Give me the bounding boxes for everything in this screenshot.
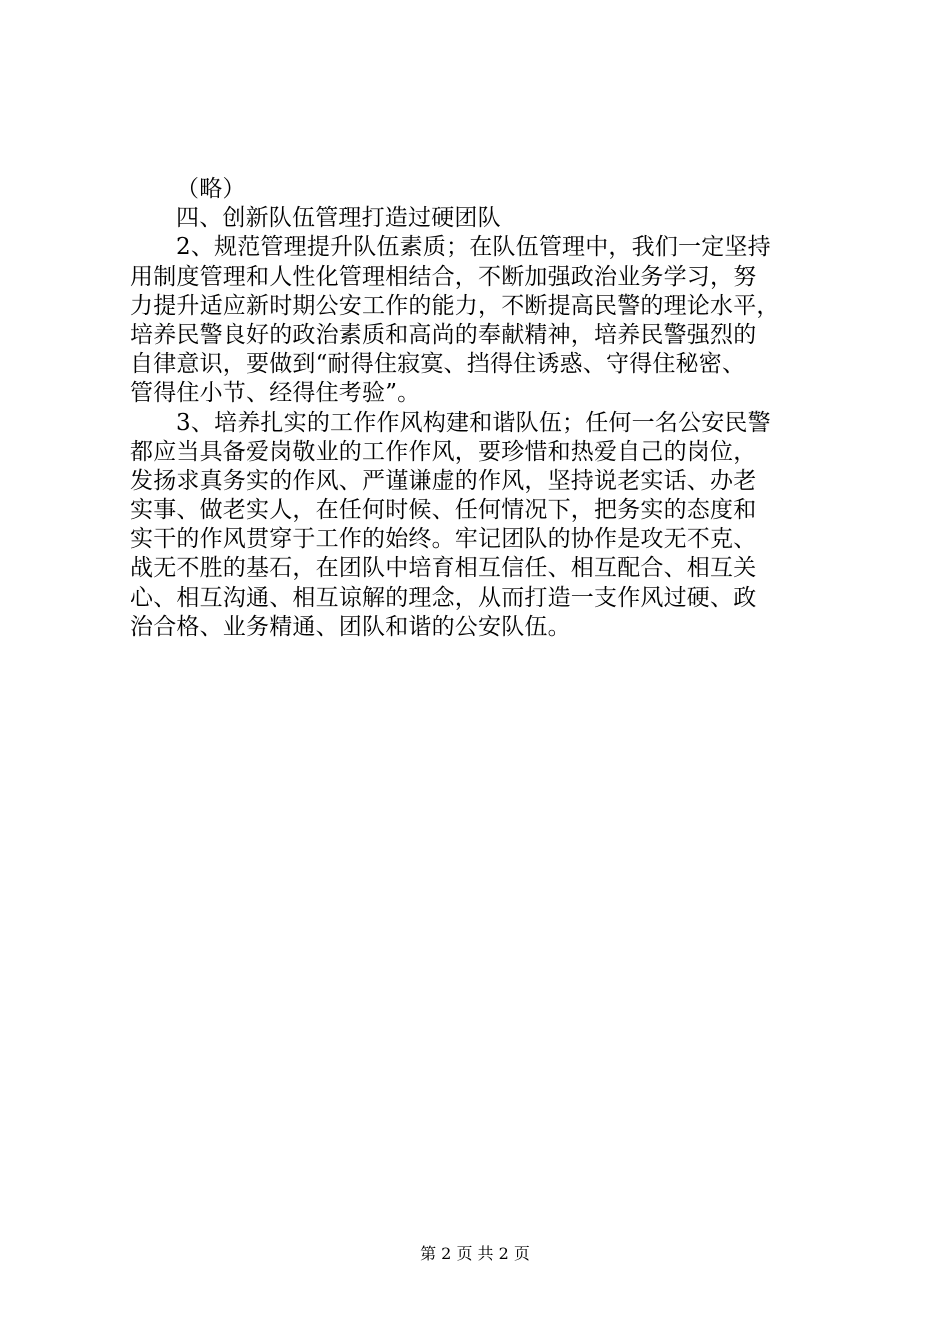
paragraph-line: 发扬求真务实的作风、严谨谦虚的作风，坚持说老实话、办老 (130, 467, 757, 494)
paragraph-line: 都应当具备爱岗敬业的工作作风，要珍惜和热爱自己的岗位， (130, 438, 757, 465)
paragraph-line: 实事、做老实人，在任何时候、任何情况下，把务实的态度和 (130, 497, 757, 524)
paragraph-line: 3、培养扎实的工作作风构建和谐队伍；任何一名公安民警 (176, 409, 771, 436)
paragraph-line: 管得住小节、经得住考验”。 (130, 380, 421, 407)
document-body (130, 175, 835, 642)
omitted-note: （略） (176, 176, 246, 202)
paragraph-line: 治合格、业务精通、团队和谐的公安队伍。 (130, 613, 571, 640)
paragraph-line: 心、相互沟通、相互谅解的理念，从而打造一支作风过硬、政 (130, 584, 757, 611)
section-heading: 四、创新队伍管理打造过硬团队 (176, 205, 501, 232)
paragraph-line: 用制度管理和人性化管理相结合，不断加强政治业务学习，努 (130, 263, 757, 290)
paragraph-line: 力提升适应新时期公安工作的能力，不断提高民警的理论水平， (130, 292, 780, 319)
paragraph-line: 2、规范管理提升队伍素质；在队伍管理中，我们一定坚持 (176, 234, 771, 261)
paragraph-line: 实干的作风贯穿于工作的始终。牢记团队的协作是攻无不克、 (130, 526, 757, 553)
paragraph-line: 培养民警良好的政治素质和高尚的奉献精神，培养民警强烈的 (130, 321, 757, 348)
paragraph-line: 战无不胜的基石，在团队中培育相互信任、相互配合、相互关 (130, 555, 757, 582)
page-number-footer: 第 2 页 共 2 页 (420, 1244, 530, 1263)
paragraph-line: 自律意识，要做到“耐得住寂寞、挡得住诱惑、守得住秘密、 (130, 351, 746, 378)
